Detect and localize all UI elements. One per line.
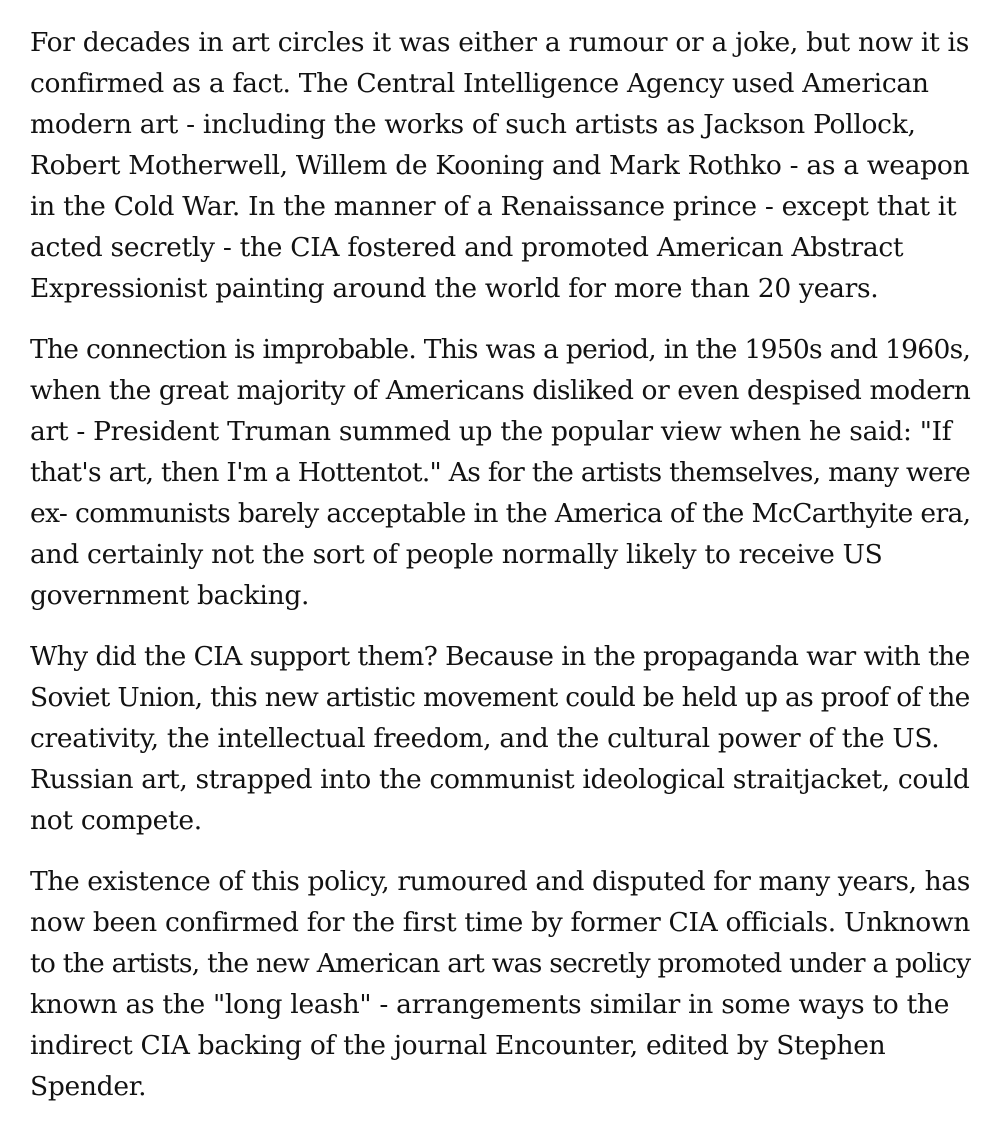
text-line: known as the "long leash" - arrangements similar in some ways to the	[30, 989, 950, 1020]
text-line: Expressionist painting around the world for more than 20 years.	[30, 273, 879, 304]
text-line: that's art, then I'm a Hottentot." As for the artists themselves, many were	[30, 457, 970, 488]
paragraph-2	[30, 329, 970, 616]
text-line: in the Cold War. In the manner of a Renaissance prince - except that it	[30, 191, 957, 222]
text-line: Spender.	[30, 1071, 147, 1102]
text-line: art - President Truman summed up the popular view when he said: "If	[30, 416, 952, 447]
paragraph-1	[30, 22, 970, 309]
text-line: confirmed as a fact. The Central Intelligence Agency used American	[30, 68, 929, 99]
text-line: Robert Motherwell, Willem de Kooning and Mark Rothko - as a weapon	[30, 150, 970, 181]
paragraph-3	[30, 636, 970, 841]
text-line: indirect CIA backing of the journal Encounter, edited by Stephen	[30, 1030, 886, 1061]
text-line: The existence of this policy, rumoured and disputed for many years, has	[30, 866, 970, 897]
text-line: Soviet Union, this new artistic movement could be held up as proof of the	[30, 682, 970, 713]
text-line: For decades in art circles it was either a rumour or a joke, but now it is	[30, 27, 970, 58]
text-line: The connection is improbable. This was a period, in the 1950s and 1960s,	[30, 334, 971, 365]
text-line: not compete.	[30, 805, 202, 836]
text-line: government backing.	[30, 580, 310, 611]
text-line: ex- communists barely acceptable in the America of the McCarthyite era,	[30, 498, 971, 529]
text-line: creativity, the intellectual freedom, and the cultural power of the US.	[30, 723, 940, 754]
text-line: Russian art, strapped into the communist ideological straitjacket, could	[30, 764, 970, 795]
text-line: to the artists, the new American art was secretly promoted under a policy	[30, 948, 971, 979]
text-line: modern art - including the works of such artists as Jackson Pollock,	[30, 109, 916, 140]
text-line: now been confirmed for the first time by former CIA officials. Unknown	[30, 907, 970, 938]
paragraph-4	[30, 861, 970, 1107]
text-line: and certainly not the sort of people normally likely to receive US	[30, 539, 883, 570]
text-line: Why did the CIA support them? Because in the propaganda war with the	[30, 641, 970, 672]
article-body	[30, 22, 970, 1107]
text-line: acted secretly - the CIA fostered and promoted American Abstract	[30, 232, 904, 263]
text-line: when the great majority of Americans disliked or even despised modern	[30, 375, 971, 406]
